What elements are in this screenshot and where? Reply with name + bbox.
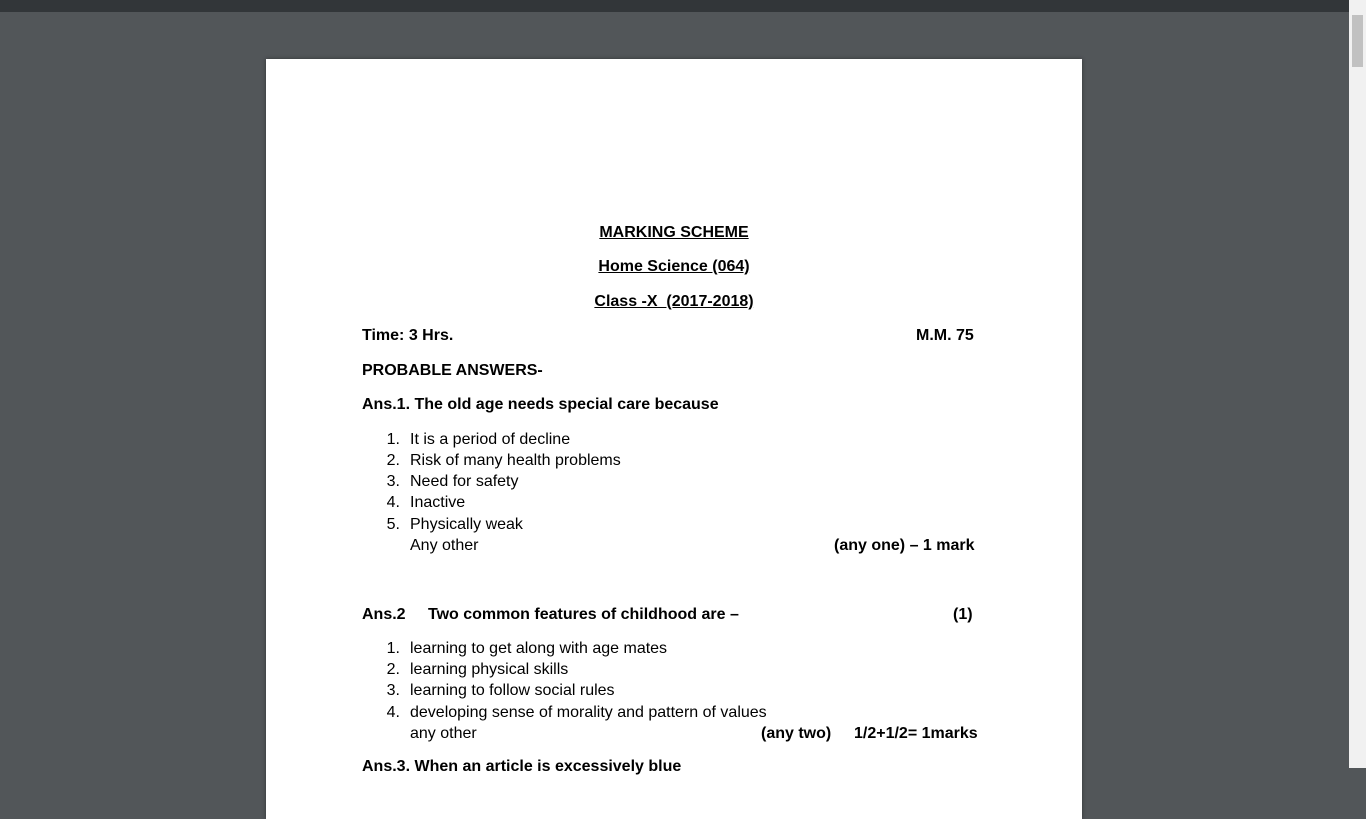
list-item: Physically weak [410,516,523,533]
scrollbar-thumb[interactable] [1352,15,1363,67]
list-item: learning to follow social rules [410,682,615,699]
ans1-marks: (any one) – 1 mark [834,537,975,554]
list-item: Need for safety [410,473,519,490]
list-number: 4. [386,704,400,721]
pdf-page [266,59,1082,819]
vertical-scrollbar[interactable] [1349,0,1366,768]
doc-class: Class -X (2017-2018) [594,293,754,310]
viewer-toolbar [0,0,1349,12]
probable-answers-heading: PROBABLE ANSWERS- [362,362,543,379]
ans1-heading: Ans.1. The old age needs special care because [362,396,719,413]
ans2-any-other: any other [410,725,477,742]
max-marks: M.M. 75 [916,327,974,344]
list-number: 4. [386,494,400,511]
list-item: developing sense of morality and pattern of values [410,704,767,721]
ans2-marks-split: 1/2+1/2= 1marks [854,725,978,742]
list-number: 5. [386,516,400,533]
ans2-any-two: (any two) [761,725,832,742]
ans2-marks: (1) [953,606,973,623]
list-number: 2. [386,661,400,678]
ans3-heading: Ans.3. When an article is excessively blue [362,758,682,775]
list-item: Risk of many health problems [410,452,621,469]
ans2-heading: Two common features of childhood are – [428,606,739,623]
list-item: It is a period of decline [410,431,571,448]
ans2-label: Ans.2 [362,606,406,623]
doc-title: MARKING SCHEME [599,224,749,241]
list-number: 3. [386,682,400,699]
doc-subject: Home Science (064) [598,258,750,275]
ans1-any-other: Any other [410,537,479,554]
list-number: 1. [386,640,400,657]
list-item: learning physical skills [410,661,569,678]
list-item: Inactive [410,494,466,511]
list-number: 2. [386,452,400,469]
list-number: 1. [386,431,400,448]
list-item: learning to get along with age mates [410,640,668,657]
list-number: 3. [386,473,400,490]
time-label: Time: 3 Hrs. [362,327,454,344]
